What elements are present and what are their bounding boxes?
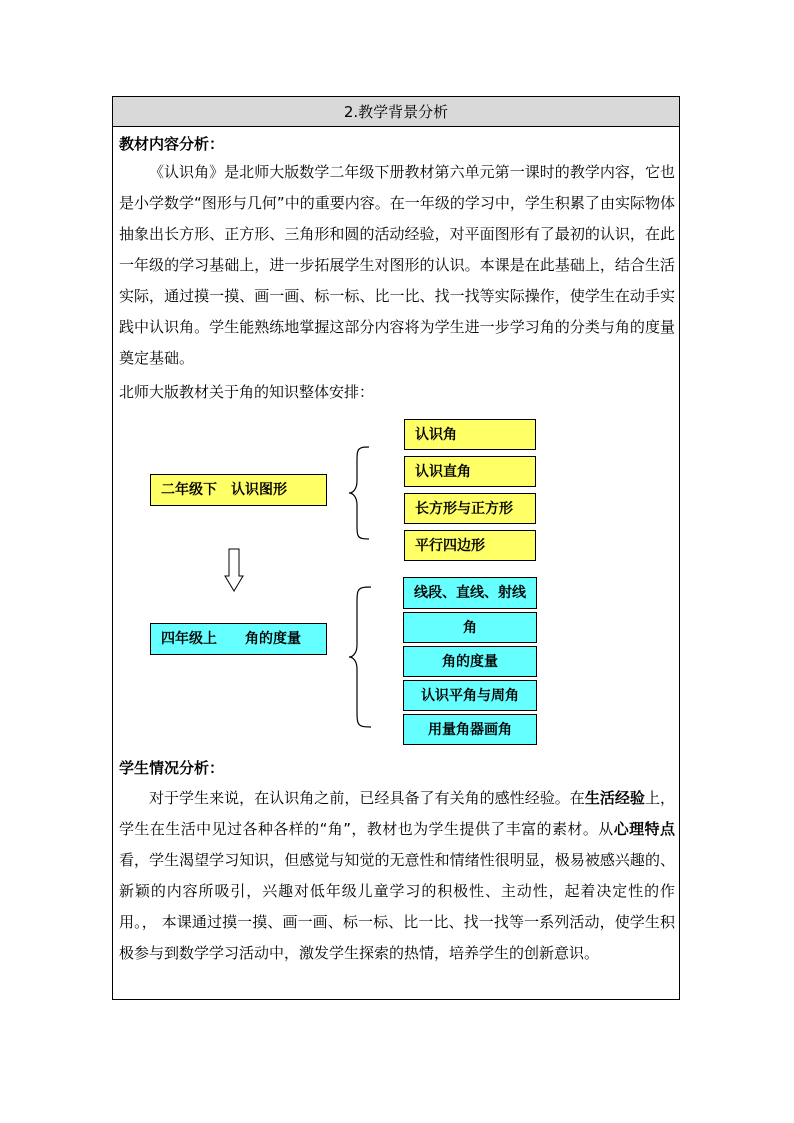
grade4-item-box: 角的度量 <box>403 646 537 677</box>
student-analysis-paragraph <box>119 783 675 969</box>
grade2-item-box: 长方形与正方形 <box>404 493 536 524</box>
table-header: 2.教学背景分析 <box>113 97 679 127</box>
material-analysis-paragraph: 《认识角》是北师大版数学二年级下册教材第六单元第一课时的教学内容，它也是小学数学“图形与几何”中的重要内容。在一年级的学习中，学生积累了由实际物体抽象出长方形、正方形、三角形和圆的活动经验，对平面图形有了最初的认识，在此一年级的学习基础上，进一步拓展学生对图形的认识。本课是在此基础上，结合生活实际，通过摸一摸、画一画、标一标、比一比、找一找等实际操作，使学生在动手实践中认识角。学生能熟练地掌握这部分内容将为学生进一步学习角的分类与角的度量奠定基础。 <box>119 163 675 367</box>
down-arrow-icon <box>224 548 244 593</box>
student-analysis-text: 对于学生来说，在认识角之前，已经具备了有关角的感性经验。在 <box>149 789 585 807</box>
grade4-item-box: 角 <box>403 612 537 643</box>
grade4-brace <box>347 585 377 729</box>
grade2-brace <box>347 445 377 541</box>
grade4-item-box: 认识平角与周角 <box>403 680 537 711</box>
material-analysis-heading: 教材内容分析： <box>119 135 225 153</box>
student-analysis-text: 看，学生渴望学习知识，但感觉与知觉的无意性和情绪性很明显，极易被感兴趣的、新颖的内容所吸引，兴趣对低年级儿童学习的积极性、主动性，起着决定性的作用。， 本课通过摸一摸、画一画、标一标、比一比、找一找等一系列活动，使学生积极参与到数学学习活动中，激发学生探索的热情，培养学生的创新意识。 <box>119 851 675 962</box>
grade2-item-box: 认识角 <box>404 419 536 450</box>
grade4-item-box: 用量角器画角 <box>403 714 537 745</box>
arrangement-intro: 北师大版教材关于角的知识整体安排： <box>119 383 375 401</box>
grade2-item-box: 认识直角 <box>404 456 536 487</box>
grade4-topic-box: 四年级上 角的度量 <box>150 623 327 655</box>
student-analysis-text: 上，学生在生活中见过各种各样的“角”，教材也为学生提供了丰富的素材。从 <box>119 789 675 838</box>
analysis-table <box>112 96 680 1000</box>
grade4-item-box: 线段、直线、射线 <box>403 577 537 609</box>
grade2-topic-box: 二年级下 认识图形 <box>150 474 327 506</box>
grade2-item-box: 平行四边形 <box>404 530 536 561</box>
psychology-emphasis: 心理特点 <box>613 820 675 838</box>
life-experience-emphasis: 生活经验 <box>584 789 645 807</box>
student-analysis-heading: 学生情况分析： <box>119 759 225 777</box>
